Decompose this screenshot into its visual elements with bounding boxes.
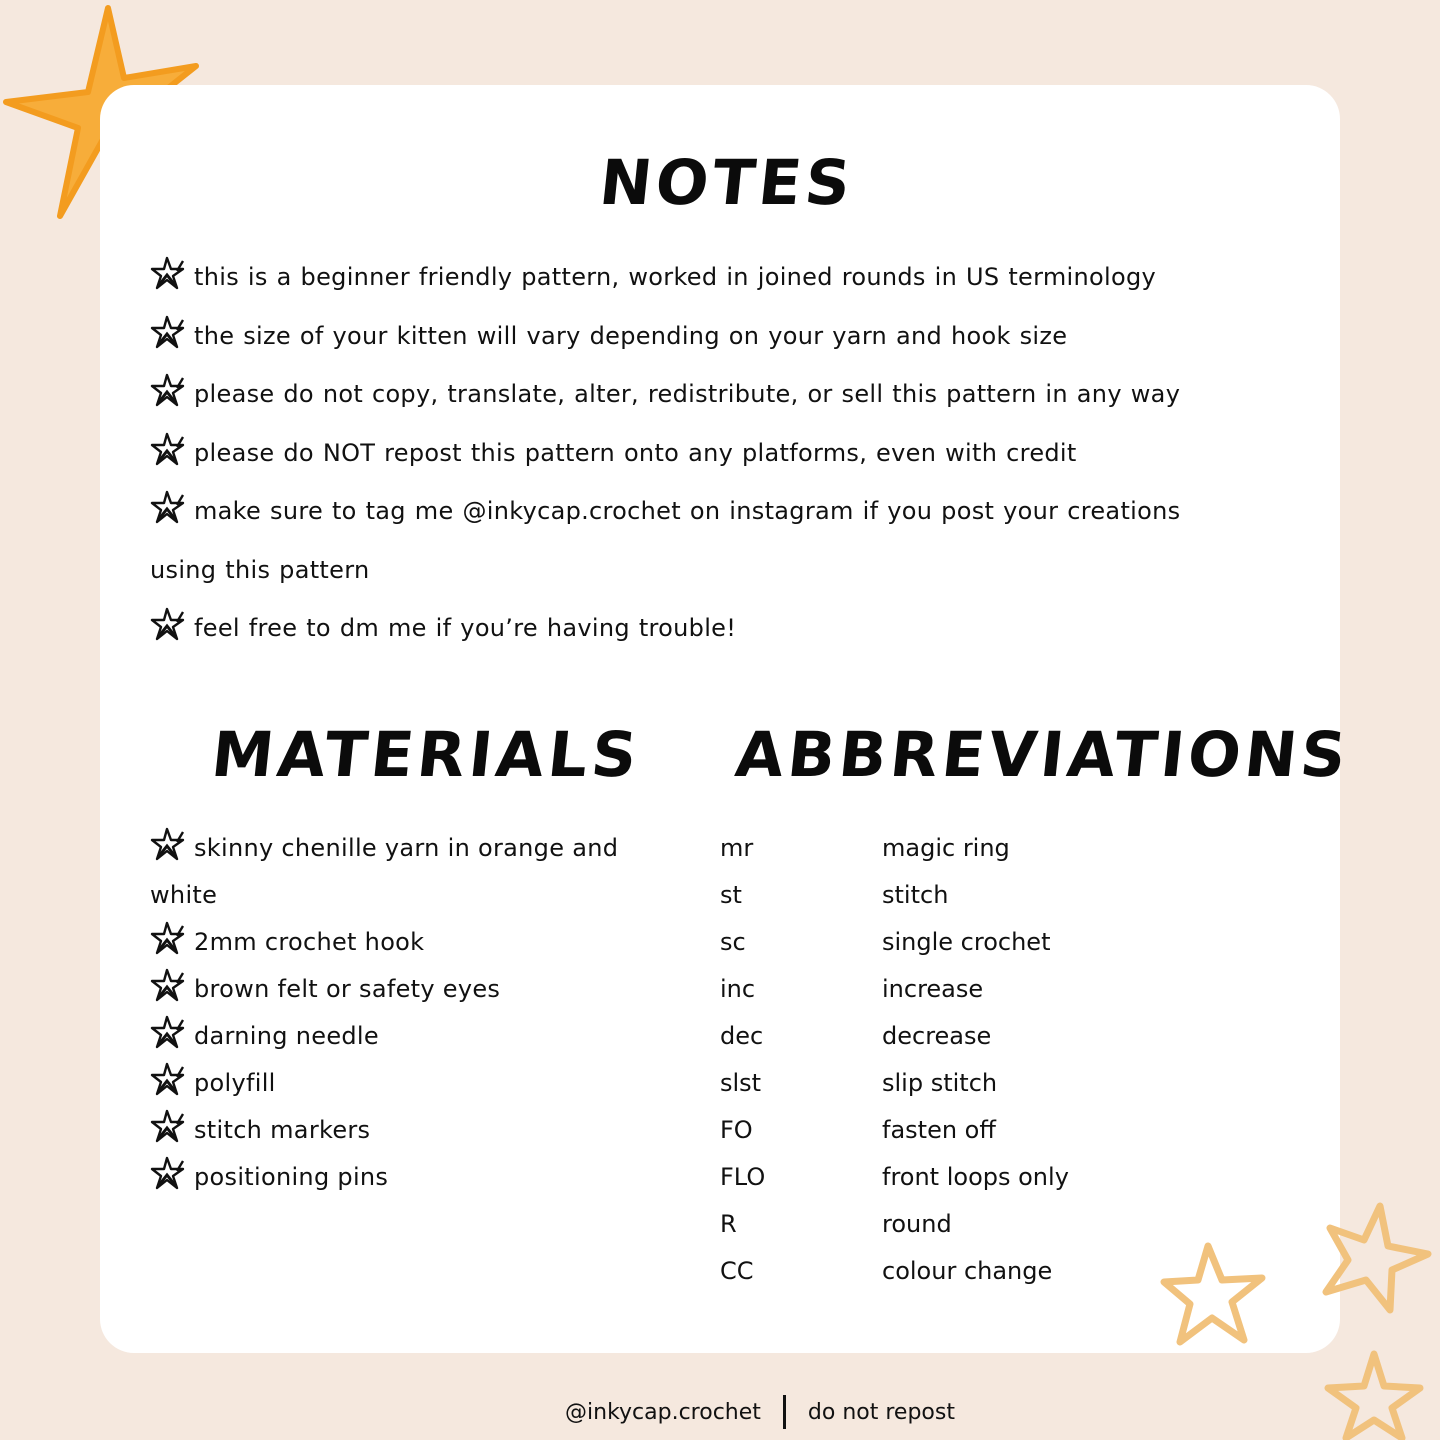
star-bullet-icon xyxy=(150,1155,186,1191)
abbreviations-title: ABBREVIATIONS xyxy=(732,718,1354,791)
abbreviation-meaning: round xyxy=(882,1210,952,1238)
table-row xyxy=(720,966,1069,1013)
list-item: stitch markers xyxy=(150,1107,630,1154)
star-bullet-icon xyxy=(150,1108,186,1144)
abbreviation-code: sc xyxy=(720,928,746,956)
materials-title: MATERIALS xyxy=(208,718,645,791)
star-bullet-icon xyxy=(150,372,186,408)
abbreviation-code: mr xyxy=(720,834,754,862)
list-item: polyfill xyxy=(150,1060,630,1107)
table-row xyxy=(720,1248,1069,1295)
abbreviation-code: st xyxy=(720,881,742,909)
list-item: brown felt or safety eyes xyxy=(150,966,630,1013)
table-row xyxy=(720,1201,1069,1248)
star-bullet-icon xyxy=(150,431,186,467)
table-row xyxy=(720,1060,1069,1107)
star-bullet-icon xyxy=(150,489,186,525)
list-item: please do not copy, translate, alter, redistribute, or sell this pattern in any way xyxy=(150,365,1290,424)
table-row xyxy=(720,919,1069,966)
abbreviation-code: FO xyxy=(720,1116,753,1144)
abbreviation-meaning: magic ring xyxy=(882,834,1010,862)
abbreviation-meaning: slip stitch xyxy=(882,1069,998,1097)
abbreviation-meaning: decrease xyxy=(882,1022,992,1050)
table-row xyxy=(720,1154,1069,1201)
abbreviation-code: inc xyxy=(720,975,756,1003)
star-bullet-icon xyxy=(150,1014,186,1050)
footer-notice: do not repost xyxy=(807,1399,955,1425)
abbreviation-meaning: single crochet xyxy=(882,928,1051,956)
star-bullet-icon xyxy=(150,826,186,862)
star-bullet-icon xyxy=(150,314,186,350)
star-bullet-icon xyxy=(150,1061,186,1097)
footer xyxy=(0,1392,1440,1432)
abbreviations-table xyxy=(720,825,1069,1295)
abbreviation-code: dec xyxy=(720,1022,764,1050)
abbreviation-meaning: front loops only xyxy=(882,1163,1069,1191)
list-item: 2mm crochet hook xyxy=(150,919,630,966)
table-row xyxy=(720,825,1069,872)
abbreviation-code: CC xyxy=(720,1257,754,1285)
star-bullet-icon xyxy=(150,606,186,642)
outline-star-icon xyxy=(1158,1240,1270,1348)
list-item: the size of your kitten will vary depending on your yarn and hook size xyxy=(150,307,1290,366)
materials-list xyxy=(150,825,630,1201)
list-item: make sure to tag me @inkycap.crochet on instagram if you post your creations using this pattern xyxy=(150,482,1250,599)
star-bullet-icon xyxy=(150,920,186,956)
abbreviation-code: FLO xyxy=(720,1163,766,1191)
star-bullet-icon xyxy=(150,967,186,1003)
list-item: positioning pins xyxy=(150,1154,630,1201)
star-bullet-icon xyxy=(150,255,186,291)
abbreviation-meaning: stitch xyxy=(882,881,949,909)
footer-divider xyxy=(783,1395,786,1429)
abbreviation-code: R xyxy=(720,1210,737,1238)
table-row xyxy=(720,1013,1069,1060)
table-row xyxy=(720,1107,1069,1154)
list-item: darning needle xyxy=(150,1013,630,1060)
notes-title: NOTES xyxy=(596,146,858,219)
footer-handle: @inkycap.crochet xyxy=(565,1399,761,1425)
abbreviation-meaning: colour change xyxy=(882,1257,1053,1285)
abbreviation-meaning: fasten off xyxy=(882,1116,996,1144)
notes-list xyxy=(150,248,1290,658)
list-item: this is a beginner friendly pattern, worked in joined rounds in US terminology xyxy=(150,248,1290,307)
list-item: skinny chenille yarn in orange and white xyxy=(150,825,630,919)
list-item: please do NOT repost this pattern onto any platforms, even with credit xyxy=(150,424,1290,483)
abbreviation-meaning: increase xyxy=(882,975,984,1003)
abbreviation-code: slst xyxy=(720,1069,762,1097)
outline-star-icon xyxy=(1318,1200,1434,1316)
table-row xyxy=(720,872,1069,919)
list-item: feel free to dm me if you’re having trouble! xyxy=(150,599,1290,658)
